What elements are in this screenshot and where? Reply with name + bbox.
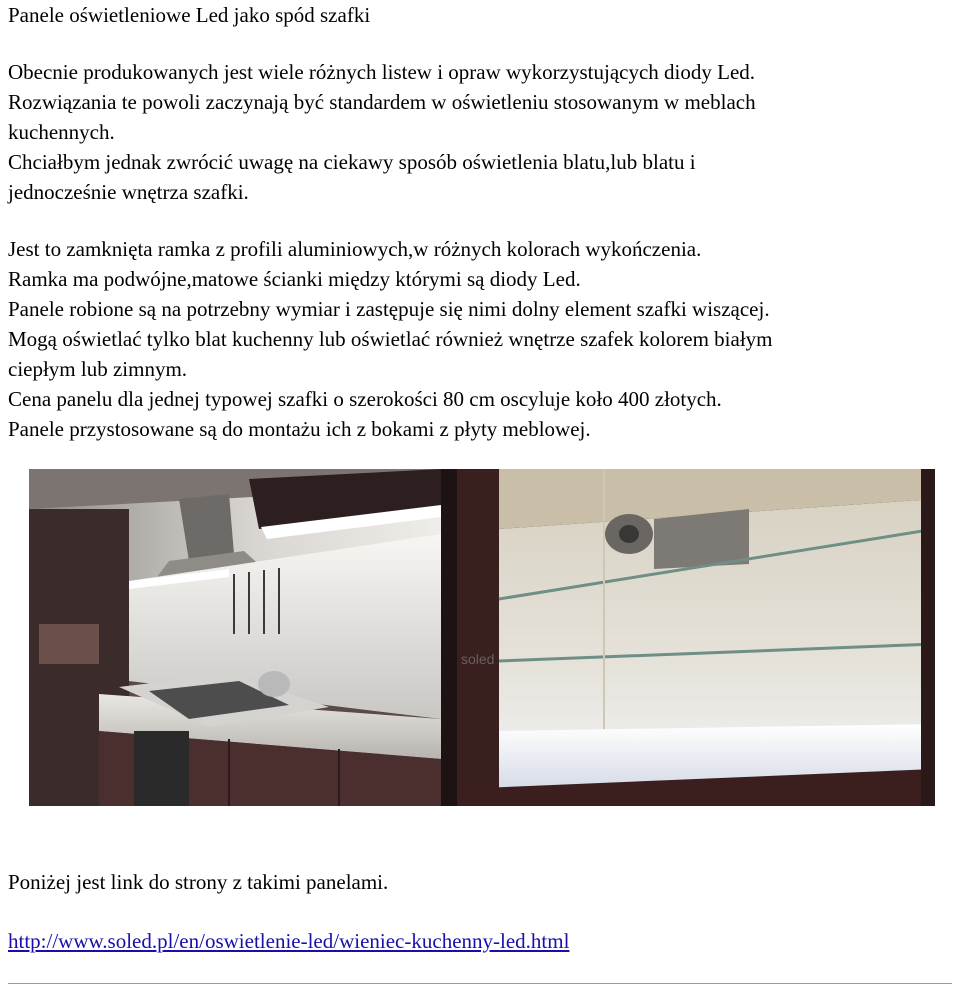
photo-watermark: soled	[461, 651, 495, 667]
horizontal-rule	[8, 983, 952, 984]
intro-line: Chciałbym jednak zwrócić uwagę na ciekawy sposób oświetlenia blatu,lub blatu i	[8, 150, 696, 174]
kitchen-scene	[29, 469, 441, 806]
link-intro: Poniżej jest link do strony z takimi panelami.	[8, 870, 389, 894]
detail-line: Panele przystosowane są do montażu ich z bokami z płyty meblowej.	[8, 417, 591, 441]
detail-line: ciepłym lub zimnym.	[8, 357, 188, 381]
detail-line: Mogą oświetlać tylko blat kuchenny lub oświetlać również wnętrze szafek kolorem białym	[8, 327, 773, 351]
intro-line: Obecnie produkowanych jest wiele różnych listew i opraw wykorzystujących diody Led.	[8, 60, 756, 84]
detail-line: Panele robione są na potrzebny wymiar i zastępuje się nimi dolny element szafki wiszącej.	[8, 297, 770, 321]
intro-line: Rozwiązania te powoli zaczynają być standardem w oświetleniu stosowanym w meblach	[8, 90, 756, 114]
intro-line: kuchennych.	[8, 120, 115, 144]
detail-line: Jest to zamknięta ramka z profili aluminiowych,w różnych kolorach wykończenia.	[8, 237, 702, 261]
detail-line: Ramka ma podwójne,matowe ścianki między którymi są diody Led.	[8, 267, 581, 291]
led-panels-photo	[29, 469, 935, 806]
soled-website-link[interactable]: http://www.soled.pl/en/oswietlenie-led/wieniec-kuchenny-led.html	[8, 929, 570, 953]
page-title: Panele oświetleniowe Led jako spód szafki	[8, 3, 371, 27]
detail-line: Cena panelu dla jednej typowej szafki o szerokości 80 cm oscyluje koło 400 złotych.	[8, 387, 722, 411]
intro-line: jednocześnie wnętrza szafki.	[8, 180, 249, 204]
cabinet-scene	[457, 469, 935, 806]
